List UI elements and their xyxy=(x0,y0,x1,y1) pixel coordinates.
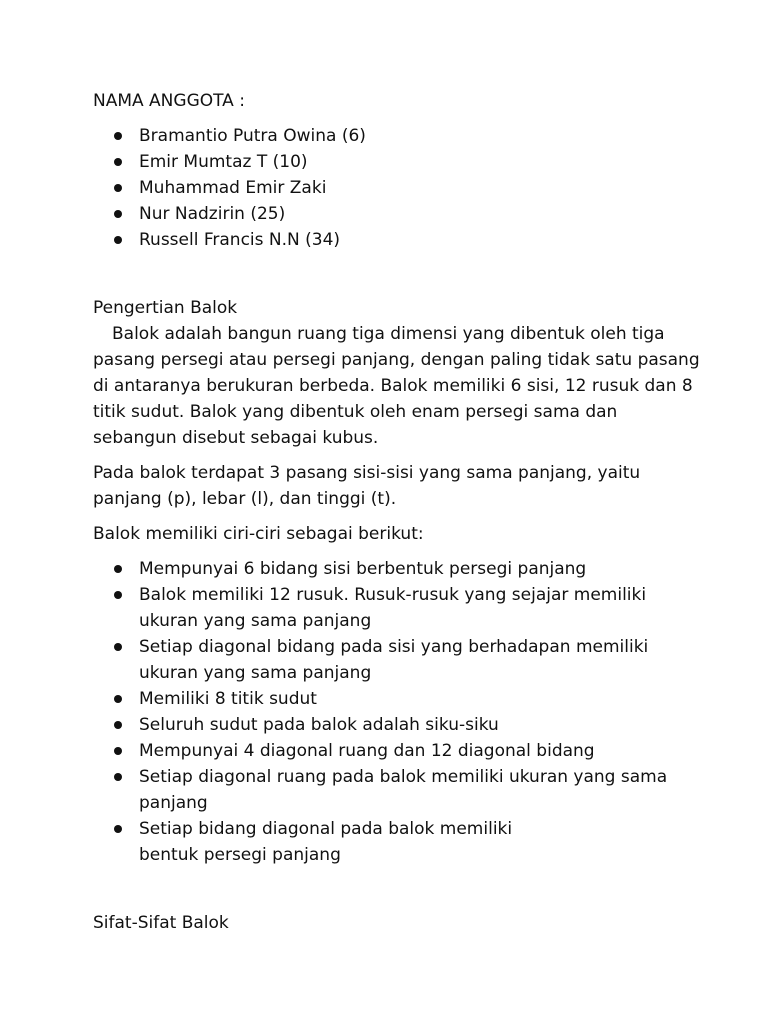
paragraph-line: titik sudut. Balok yang dibentuk oleh enam persegi sama dan xyxy=(93,402,618,422)
paragraph-line: di antaranya berukuran berbeda. Balok memiliki 6 sisi, 12 rusuk dan 8 xyxy=(93,376,693,396)
bullet-icon xyxy=(114,565,122,573)
bullet-icon xyxy=(114,825,122,833)
characteristic-item: Memiliki 8 titik sudut xyxy=(93,686,693,712)
definition-heading: Pengertian Balok xyxy=(93,298,238,318)
members-heading: NAMA ANGGOTA : xyxy=(93,91,245,111)
paragraph-line: Balok adalah bangun ruang tiga dimensi yang dibentuk oleh tiga xyxy=(112,324,665,344)
sides-paragraph xyxy=(93,460,693,512)
bullet-icon xyxy=(114,184,122,192)
paragraph-line: pasang persegi atau persegi panjang, dengan paling tidak satu pasang xyxy=(93,350,700,370)
characteristic-item: Balok memiliki 12 rusuk. Rusuk-rusuk yang sejajar memiliki ukuran yang sama panjang xyxy=(93,582,693,634)
characteristic-item: Setiap diagonal ruang pada balok memiliki ukuran yang sama panjang xyxy=(93,764,693,816)
bullet-icon xyxy=(114,236,122,244)
characteristic-item: Seluruh sudut pada balok adalah siku-siku xyxy=(93,712,693,738)
member-item: Bramantio Putra Owina (6) xyxy=(93,123,693,149)
properties-heading: Sifat-Sifat Balok xyxy=(93,913,229,933)
bullet-icon xyxy=(114,695,122,703)
bullet-icon xyxy=(114,643,122,651)
characteristic-item: Mempunyai 4 diagonal ruang dan 12 diagonal bidang xyxy=(93,738,693,764)
member-item: Nur Nadzirin (25) xyxy=(93,201,693,227)
characteristics-intro: Balok memiliki ciri-ciri sebagai berikut: xyxy=(93,524,424,544)
member-item: Emir Mumtaz T (10) xyxy=(93,149,693,175)
characteristic-item: Mempunyai 6 bidang sisi berbentuk persegi panjang xyxy=(93,556,693,582)
characteristic-item: Setiap diagonal bidang pada sisi yang berhadapan memiliki ukuran yang sama panjang xyxy=(93,634,693,686)
bullet-icon xyxy=(114,210,122,218)
bullet-icon xyxy=(114,747,122,755)
paragraph-line: sebangun disebut sebagai kubus. xyxy=(93,428,379,448)
definition-paragraph xyxy=(93,321,700,451)
characteristic-item: Setiap bidang diagonal pada balok memiliki bentuk persegi panjang xyxy=(93,816,693,868)
paragraph-line: panjang (p), lebar (l), dan tinggi (t). xyxy=(93,489,397,509)
bullet-icon xyxy=(114,773,122,781)
member-item: Russell Francis N.N (34) xyxy=(93,227,693,253)
document-page xyxy=(93,88,700,936)
bullet-icon xyxy=(114,591,122,599)
paragraph-line: Pada balok terdapat 3 pasang sisi-sisi yang sama panjang, yaitu xyxy=(93,463,641,483)
bullet-icon xyxy=(114,158,122,166)
bullet-icon xyxy=(114,721,122,729)
characteristics-list xyxy=(93,556,693,868)
member-item: Muhammad Emir Zaki xyxy=(93,175,693,201)
bullet-icon xyxy=(114,132,122,140)
members-list xyxy=(93,123,693,253)
